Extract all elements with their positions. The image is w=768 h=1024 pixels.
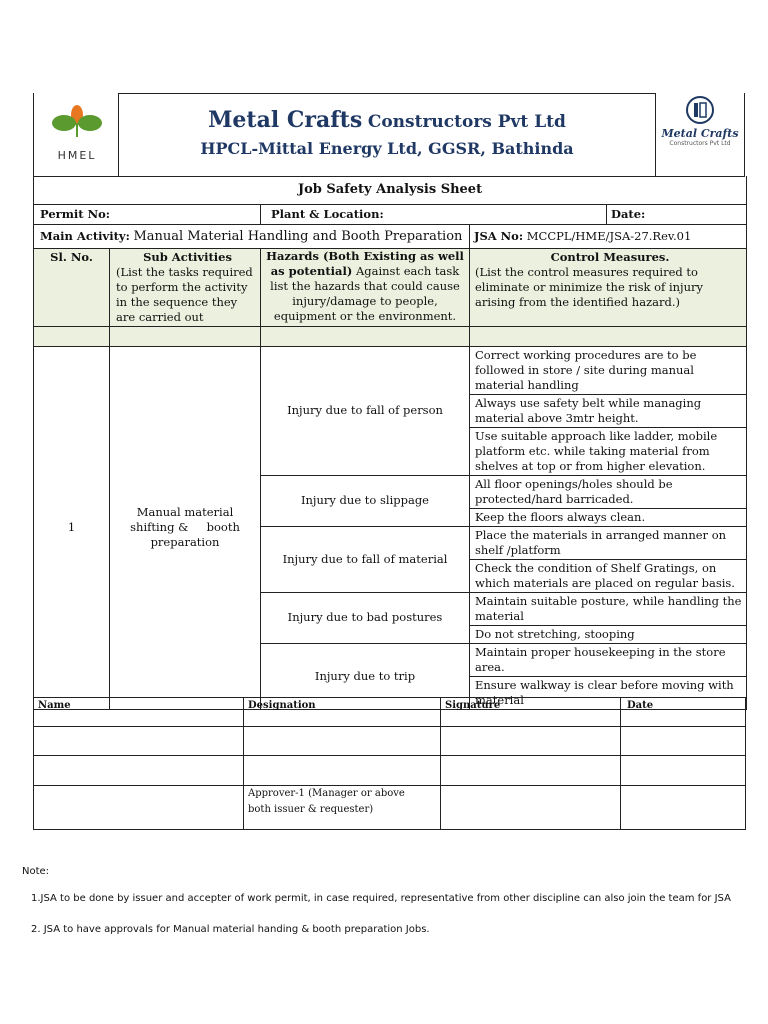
control-item: Correct working procedures are to be followed in store / site during manual material handling <box>470 346 747 394</box>
signoff-cell[interactable] <box>244 727 441 756</box>
signoff-header-name: Name <box>34 698 244 727</box>
signoff-header-date: Date <box>621 698 746 727</box>
metal-crafts-logo-text: Metal Crafts <box>661 127 739 140</box>
hazard-fall-of-person: Injury due to fall of person <box>261 346 470 475</box>
signoff-cell[interactable] <box>244 756 441 786</box>
signoff-header-designation: Designation <box>244 698 441 727</box>
control-item: Maintain proper housekeeping in the store area. <box>470 643 747 676</box>
hmel-logo <box>47 101 107 161</box>
signoff-cell[interactable] <box>621 727 746 756</box>
sl-no-1: 1 <box>34 346 110 710</box>
control-item: Maintain suitable posture, while handling the material <box>470 592 747 625</box>
control-item: Check the condition of Shelf Gratings, on which materials are placed on regular basis. <box>470 559 747 592</box>
company-name-sub: Constructors Pvt Ltd <box>367 112 566 132</box>
sheet-title: Job Safety Analysis Sheet <box>34 176 747 204</box>
col-sub-activities <box>110 248 261 326</box>
company-name-main: Metal Crafts <box>208 107 363 133</box>
signoff-cell[interactable] <box>34 786 244 830</box>
hazard-fall-of-material: Injury due to fall of material <box>261 526 470 592</box>
main-activity-label: Main Activity: <box>40 228 130 243</box>
date-label: Date: <box>607 204 747 224</box>
permit-no-label: Permit No: <box>34 204 261 224</box>
note-item-2: 2. JSA to have approvals for Manual material handing & booth preparation Jobs. <box>31 924 430 935</box>
signoff-cell[interactable] <box>441 756 621 786</box>
control-item: Ensure walkway is clear before moving with material <box>470 676 747 709</box>
hazard-bad-postures: Injury due to bad postures <box>261 592 470 643</box>
note-item-1: 1.JSA to be done by issuer and accepter of work permit, in case required, representative from other discipline can also join the team for JSA <box>31 893 731 904</box>
hmel-logo-icon <box>47 101 107 149</box>
signoff-header-signature: Signature <box>441 698 621 727</box>
col-controls-title: Control Measures. <box>550 249 670 264</box>
company-name <box>119 107 655 133</box>
col-controls-desc: (List the control measures required to eliminate or minimize the risk of injury arising from the identified hazard.) <box>475 264 704 309</box>
metal-crafts-logo-sub: Constructors Pvt Ltd <box>669 140 731 147</box>
jsa-no-value: MCCPL/HME/JSA-27.Rev.01 <box>526 228 692 243</box>
main-activity <box>34 224 470 248</box>
control-item: Always use safety belt while managing material above 3mtr height. <box>470 394 747 427</box>
signoff-cell[interactable] <box>441 786 621 830</box>
col-controls <box>470 248 747 326</box>
signoff-table <box>33 697 746 830</box>
col-hazards-desc: Against each task list the hazards that could cause injury/damage to people, equipment or the environment. <box>270 263 460 323</box>
jsa-table <box>33 176 747 710</box>
control-item: Do not stretching, stooping <box>470 625 747 643</box>
col-sl-no: Sl. No. <box>34 248 110 326</box>
col-hazards <box>261 248 470 326</box>
control-item: All floor openings/holes should be protected/hard barricaded. <box>470 475 747 508</box>
notes-title: Note: <box>22 866 50 877</box>
hmel-logo-text: HMEL <box>57 149 97 162</box>
approver-cell <box>244 786 441 830</box>
col-sub-activities-title: Sub Activities <box>143 249 232 264</box>
jsa-no <box>470 224 747 248</box>
hazard-slippage: Injury due to slippage <box>261 475 470 526</box>
hazard-trip: Injury due to trip <box>261 643 470 710</box>
main-activity-value: Manual Material Handling and Booth Preparation <box>133 228 463 244</box>
col-sub-activities-desc: (List the tasks required to perform the activity in the sequence they are carried out <box>116 264 253 324</box>
sub-activity-1: Manual material shifting & booth preparation <box>110 346 261 710</box>
signoff-cell[interactable] <box>621 756 746 786</box>
client-line: HPCL-Mittal Energy Ltd, GGSR, Bathinda <box>200 139 574 158</box>
col-hazards-title: Hazards (Both Existing as well as potential) <box>266 248 464 278</box>
control-item: Keep the floors always clean. <box>470 508 747 526</box>
jsa-no-label: JSA No: <box>474 228 524 243</box>
signoff-cell[interactable] <box>621 786 746 830</box>
signoff-cell[interactable] <box>34 756 244 786</box>
signoff-cell[interactable] <box>34 727 244 756</box>
control-item: Place the materials in arranged manner on shelf /platform <box>470 526 747 559</box>
metal-crafts-logo-icon <box>685 95 715 125</box>
approver-text: Approver-1 (Manager or above both issuer & requester) <box>248 788 405 815</box>
signoff-cell[interactable] <box>441 727 621 756</box>
header-box <box>33 93 745 177</box>
control-item: Use suitable approach like ladder, mobile platform etc. while taking material from shelves at top or from higher elevation. <box>470 427 747 475</box>
plant-location-label: Plant & Location: <box>261 204 607 224</box>
metal-crafts-logo <box>658 95 742 155</box>
